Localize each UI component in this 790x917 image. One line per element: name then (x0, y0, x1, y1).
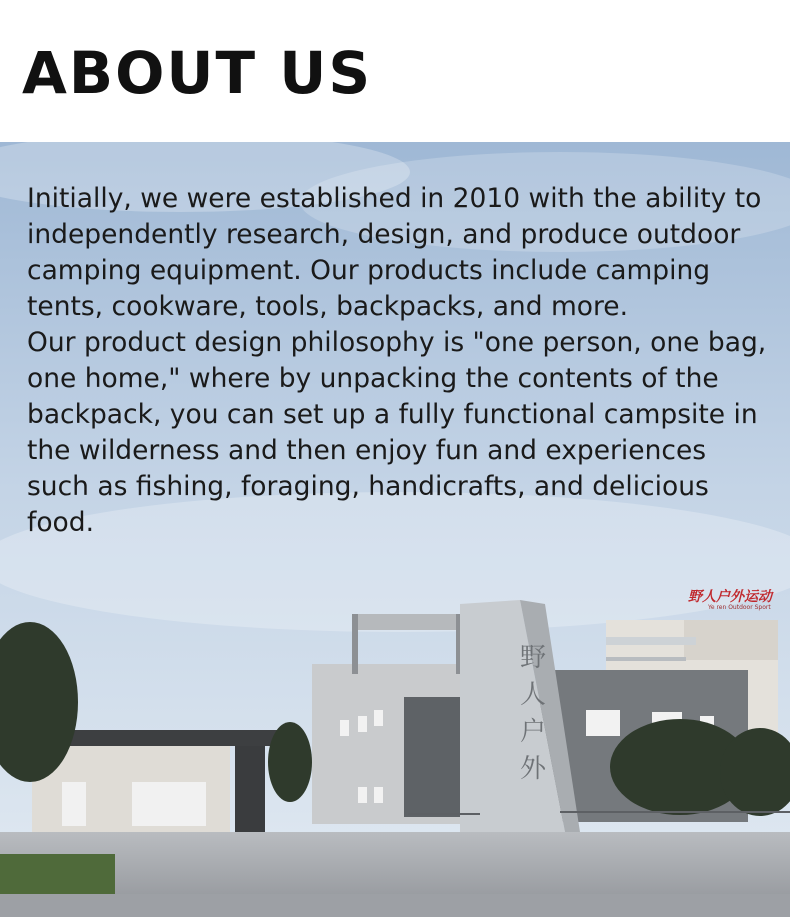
header (0, 0, 790, 142)
roof-sign: 野人户外运动 (688, 589, 772, 605)
roof-sign-subtitle: Ye ren Outdoor Sport (708, 604, 771, 611)
intro-paragraph-1: Initially, we were established in 2010 with the ability to independently research, design, and produce outdoor camping equipment. Our products include camping tents, cookware, tools, backpacks, and more. (27, 183, 762, 322)
page-title: ABOUT US (22, 39, 373, 107)
pillar-text: 野人户外 (520, 643, 547, 784)
intro-paragraph-2: Our product design philosophy is "one person, one bag, one home," where by unpacking the contents of the backpack, you can set up a fully functional campsite in the wilderness and then enjoy fun and experiences such as fishing, foraging, handicrafts, and delicious food. (27, 327, 767, 538)
about-text (27, 181, 767, 541)
